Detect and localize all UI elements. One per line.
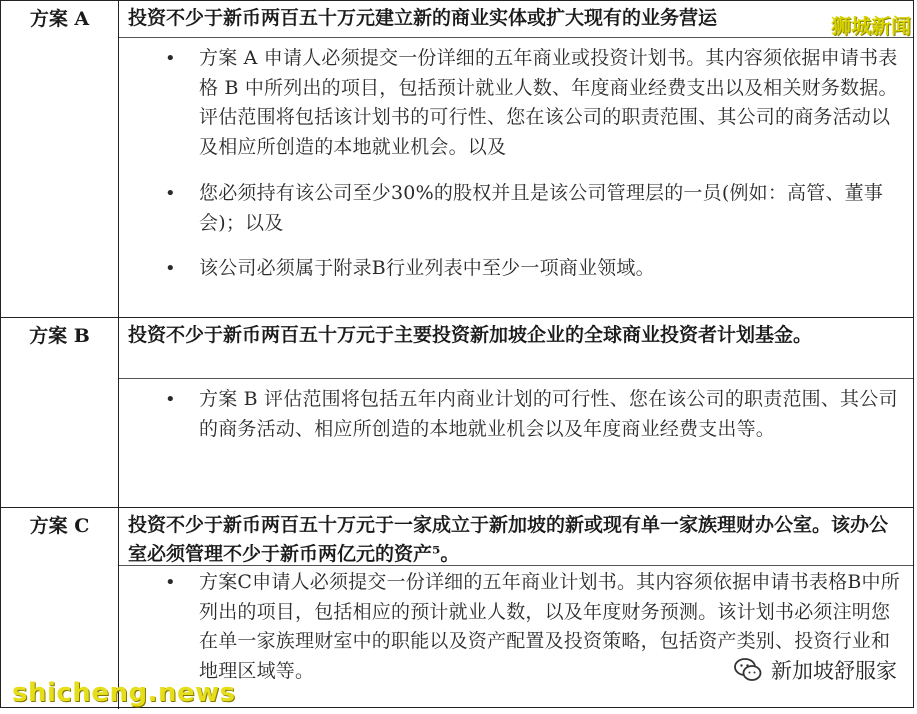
scheme-b-requirements xyxy=(119,385,913,444)
bullet-icon: • xyxy=(165,258,176,279)
scheme-a-content xyxy=(119,1,913,317)
list-item xyxy=(119,385,901,444)
scheme-b-heading: 投资不少于新币两百五十万元于主要投资新加坡企业的全球商业投资者计划基金。 xyxy=(119,318,913,379)
wechat-account-badge xyxy=(733,655,897,685)
watermark-top-right: 狮城新闻 xyxy=(831,14,911,38)
bullet-icon: • xyxy=(165,572,176,593)
list-item-text: 方案 A 申请人必须提交一份详细的五年商业或投资计划书。其内容须依据申请书表格 B 中所列出的项目，包括预计就业人数、年度商业经费支出以及相关财务数据。评估范围将包括该计划书的可行性、您在该公司的职责范围、其公司的商务活动以及相应所创造的本地就业机会。以及 xyxy=(199,47,898,158)
list-item-text: 方案 B 评估范围将包括五年内商业计划的可行性、您在该公司的职责范围、其公司的商务活动、相应所创造的本地就业机会以及年度商业经费支出等。 xyxy=(199,388,898,440)
wechat-icon xyxy=(733,655,763,685)
bullet-icon: • xyxy=(165,48,176,69)
watermark-bottom-left: shicheng.news xyxy=(12,678,236,708)
list-item xyxy=(119,179,901,238)
scheme-a-heading: 投资不少于新币两百五十万元建立新的商业实体或扩大现有的业务营运 xyxy=(119,1,913,38)
list-item-text: 方案C申请人必须提交一份详细的五年商业计划书。其内容须依据申请书表格B中所列出的项目，包括相应的预计就业人数，以及年度财务预测。该计划书必须注明您在单一家族理财室中的职能以及资产配置及投资策略，包括资产类别、投资行业和地理区域等。 xyxy=(199,571,900,682)
list-item xyxy=(119,254,901,284)
scheme-a-requirements xyxy=(119,44,913,284)
scheme-c-heading: 投资不少于新币两百五十万元于一家成立于新加坡的新或现有单一家族理财办公室。该办公室必须管理不少于新币两亿元的资产⁵。 xyxy=(119,508,913,566)
bullet-icon: • xyxy=(165,183,176,204)
list-item xyxy=(119,44,901,162)
scheme-b-label: 方案 B xyxy=(1,318,119,507)
scheme-a-row xyxy=(1,1,913,317)
scheme-b-row xyxy=(1,317,913,507)
list-item-text: 该公司必须属于附录B行业列表中至少一项商业领域。 xyxy=(199,257,655,279)
scheme-c-label: 方案 C xyxy=(1,508,119,709)
list-item-text: 您必须持有该公司至少30%的股权并且是该公司管理层的一员(例如：高管、董事会)；以及 xyxy=(199,182,884,234)
wechat-account-name: 新加坡舒服家 xyxy=(771,659,897,683)
bullet-icon: • xyxy=(165,389,176,410)
scheme-b-content xyxy=(119,318,913,507)
scheme-a-label: 方案 A xyxy=(1,1,119,317)
